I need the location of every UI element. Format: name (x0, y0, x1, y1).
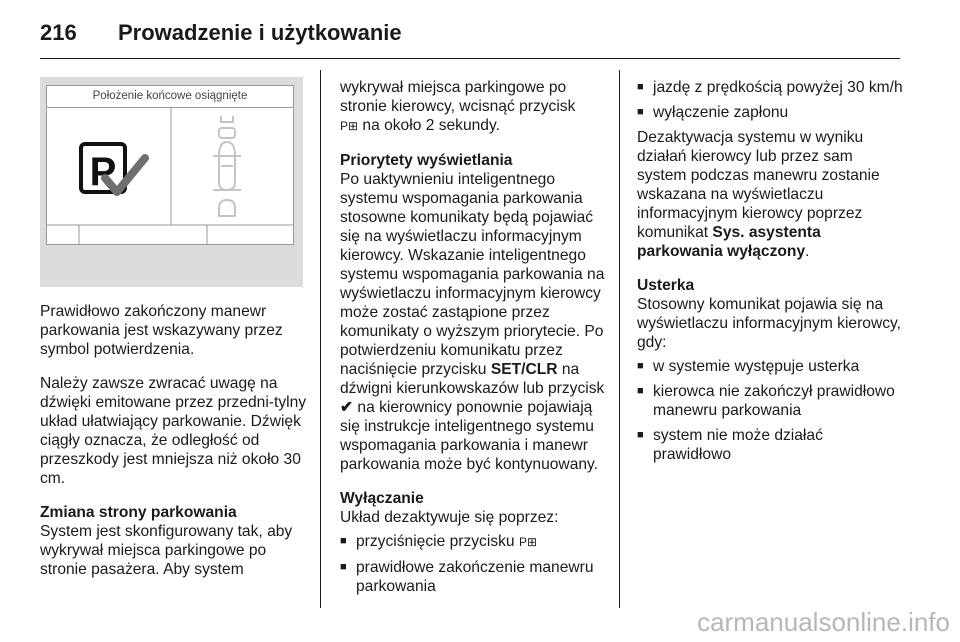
paragraph-text: na dźwigni kierunkowskazów lub przycisk (340, 361, 605, 397)
paragraph (637, 128, 903, 261)
page-number: 216 (40, 20, 77, 45)
paragraph: Należy zawsze zwracać uwagę na dźwięki emitowane przez przedni-tylny układ ułatwiający parkowanie. Dźwięk ciągły oznacza, że odległość od przeszkody jest mniejsza niż około 30 cm. (40, 375, 307, 487)
paragraph-text: . (805, 243, 810, 260)
system-message: Sys. asystenta parkowania wyłączony (637, 224, 821, 260)
paragraph: Stosowny komunikat pojawia się na wyświetlaczu informacyjnym kierowcy, gdy: (637, 296, 901, 351)
column-1 (40, 302, 312, 579)
column-divider-1 (320, 70, 321, 608)
bullet-list (637, 78, 903, 122)
bullet-list (637, 357, 903, 464)
column-3 (637, 78, 903, 470)
paragraph-text: na kierownicy ponownie pojawiają się instrukcje inteligentnego systemu wspomagania parkowania i manewr parkowania może być kontynuowany. (340, 399, 599, 473)
running-title: Prowadzenie i użytkowanie (118, 20, 402, 45)
section-heading: Usterka (637, 277, 695, 294)
section-heading: Wyłączanie (340, 490, 424, 507)
parking-display-figure (40, 77, 303, 287)
list-item (340, 532, 612, 552)
watermark-url: carmanualsonline.info (697, 607, 950, 637)
list-item: ■ kierowca nie zakończył prawidłowo manewru parkowania (637, 382, 903, 420)
set-clr-label: SET/CLR (490, 361, 558, 378)
column-2 (340, 78, 612, 596)
page-header (40, 14, 900, 54)
display-panel (46, 107, 294, 245)
car-topview-icon (213, 116, 241, 216)
list-item: ■ system nie może działać prawidłowo (637, 426, 903, 464)
column-divider-2 (619, 70, 620, 608)
paragraph: Prawidłowo zakończony manewr parkowania jest wskazywany przez symbol potwierdzenia. (40, 303, 283, 358)
park-assist-button-icon: P⊞ (340, 119, 359, 133)
paragraph-text: Dezaktywacja systemu w wyniku działań kierowcy lub przez sam system podczas manewru zostanie wskazana na wyświetlaczu informacyjnym kierowcy poprzez komunikat (637, 129, 880, 241)
list-item: ■ w systemie występuje usterka (637, 357, 903, 376)
list-item-text: przyciśnięcie przycisku (356, 533, 515, 550)
paragraph-text: wykrywał miejsca parkingowe po stronie kierowcy, wcisnąć przycisk (340, 79, 576, 115)
paragraph: Układ dezaktywuje się poprzez: (340, 509, 559, 526)
paragraph (340, 170, 612, 474)
paragraph-text: Po uaktywnieniu inteligentnego systemu wspomagania parkowania stosowne komunikaty będą pojawiać się na wyświetlaczu informacyjnym kierowcy. Wskazanie inteligentnego systemu wspomagania parkowania na wyświetlaczu informacyjnym kierowcy może zostać zastąpione przez komunikaty o wyższym priorytecie. Po potwierdzeniu komunikatu przez naciśnięcie przycisku (340, 171, 605, 378)
svg-text:P: P (89, 150, 117, 194)
bullet-list (340, 532, 612, 596)
list-item: ■ wyłączenie zapłonu (637, 103, 903, 122)
park-assist-button-icon: P⊞ (518, 535, 537, 549)
section-heading: Priorytety wyświetlania (340, 152, 513, 169)
figure-caption: Położenie końcowe osiągnięte (46, 85, 294, 107)
list-item: ■ jazdę z prędkością powyżej 30 km/h (637, 78, 903, 97)
paragraph: System jest skonfigurowany tak, aby wykrywał miejsca parkingowe po stronie pasażera. Aby system (40, 523, 293, 578)
check-button-icon: ✔ (340, 399, 354, 416)
paragraph-text: na około 2 sekundy. (362, 117, 500, 134)
header-rule (40, 58, 900, 59)
section-heading: Zmiana strony parkowania (40, 504, 237, 521)
list-item: ■ prawidłowe zakończenie manewru parkowania (340, 558, 612, 596)
paragraph (340, 78, 612, 136)
